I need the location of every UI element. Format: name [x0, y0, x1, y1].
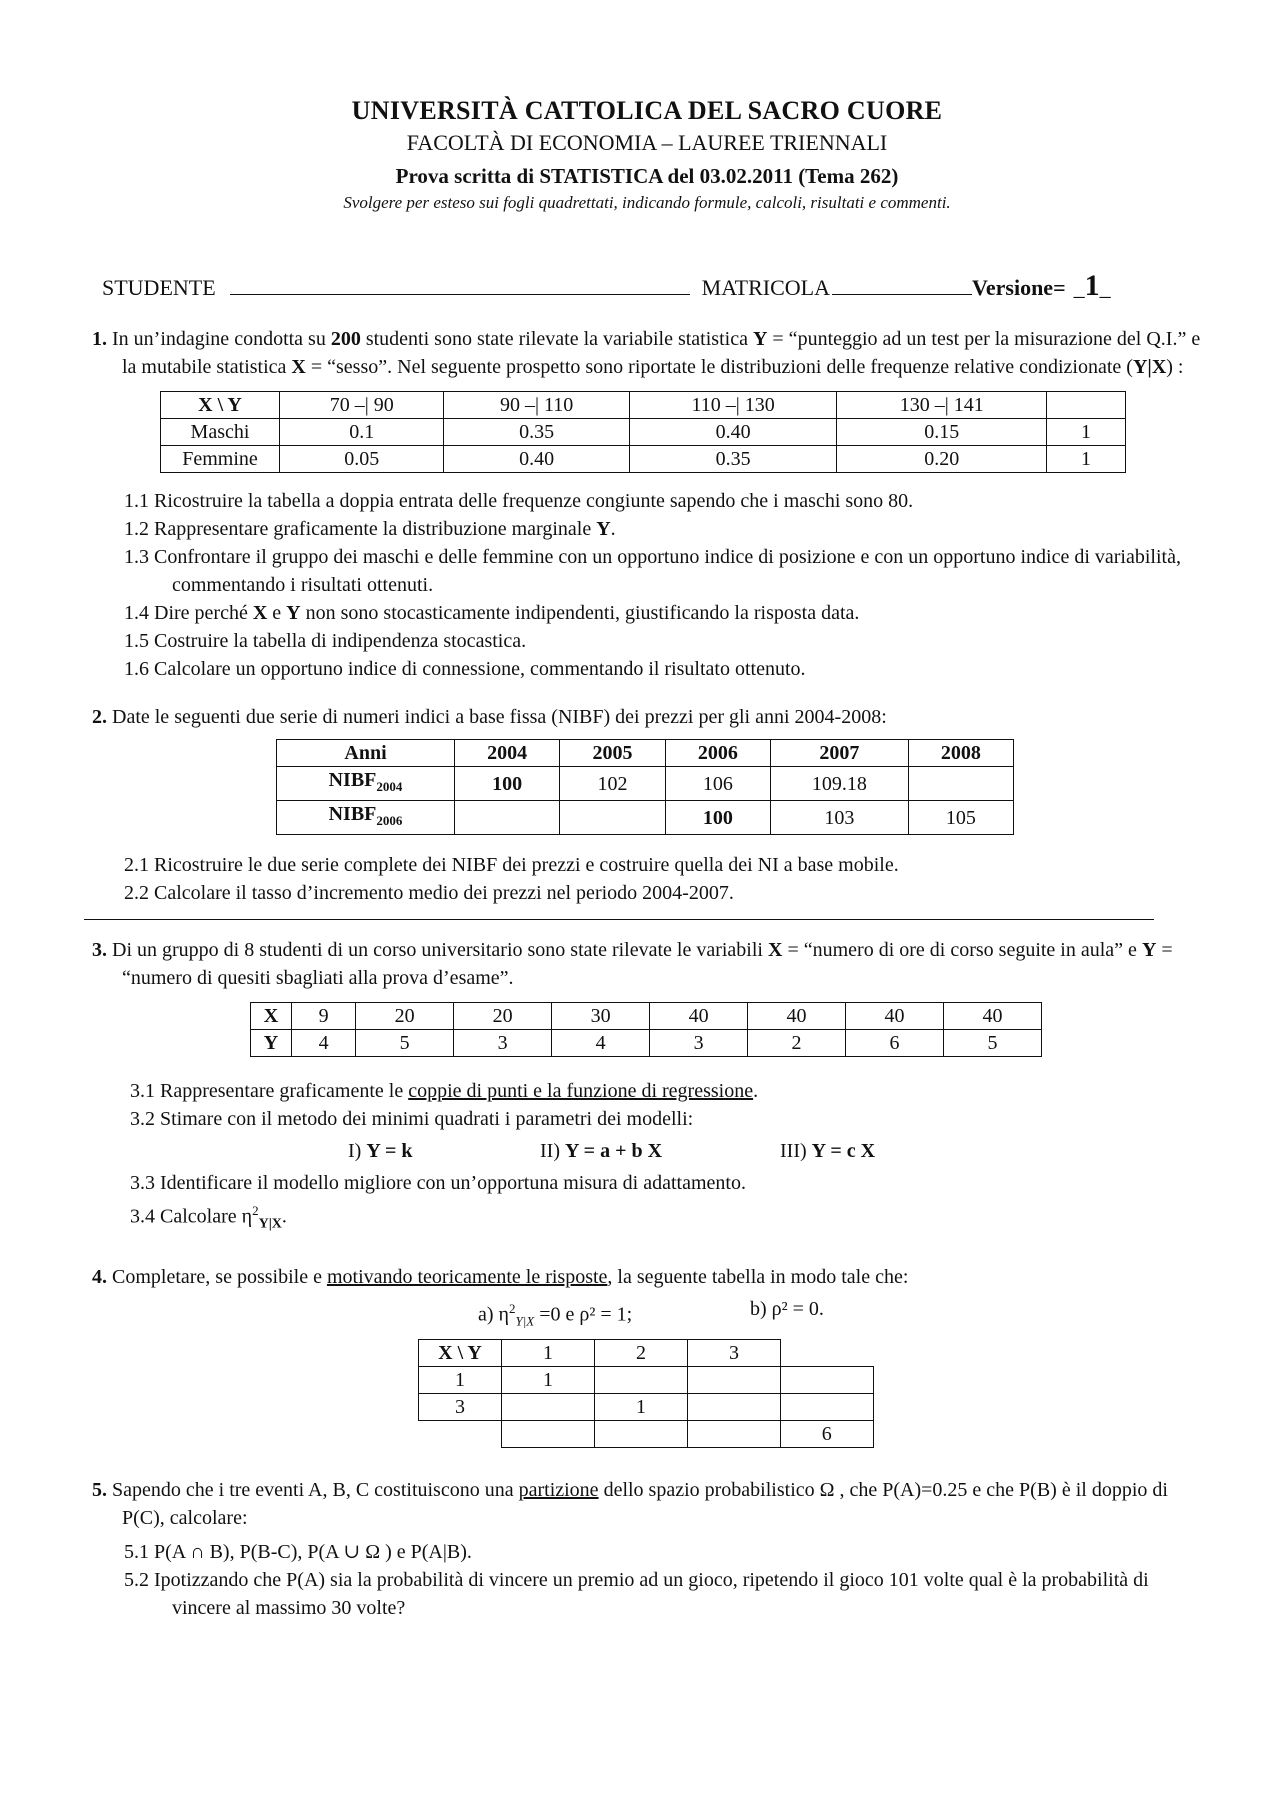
- q3-data-table: [250, 1002, 1042, 1057]
- q3-item-4: [130, 1197, 1202, 1239]
- row-label-text: NIBF: [328, 803, 377, 825]
- version-value: 1: [1084, 269, 1100, 302]
- table-cell: 1: [419, 1367, 502, 1394]
- q4-cond-a-rest: =0 e ρ² = 1;: [534, 1303, 633, 1326]
- table-cell[interactable]: [688, 1421, 781, 1448]
- table-header: [781, 1340, 874, 1367]
- student-label: STUDENTE: [102, 275, 216, 300]
- table-cell: 6: [781, 1421, 874, 1448]
- table-header: 2008: [908, 740, 1013, 767]
- table-cell[interactable]: 1: [595, 1394, 688, 1421]
- question-2: [92, 703, 1202, 731]
- model-1-formula: Y = k: [366, 1140, 413, 1162]
- question-number: 1.: [92, 328, 107, 350]
- q3-item-1: [130, 1077, 1202, 1105]
- row-label: [277, 801, 455, 835]
- table-header: 2005: [560, 740, 665, 767]
- model-3-formula: Y = c X: [811, 1140, 876, 1162]
- q3-item-4-sup: 2: [252, 1203, 259, 1218]
- table-cell: 4: [552, 1030, 650, 1057]
- q3-item-4-end: .: [281, 1205, 287, 1228]
- table-cell: 0.35: [444, 419, 629, 446]
- table-cell: 20: [454, 1003, 552, 1030]
- model-3-label: III): [780, 1140, 812, 1162]
- table-header: Anni: [277, 740, 455, 767]
- table-header: [1047, 392, 1126, 419]
- table-cell: 1: [1047, 419, 1126, 446]
- table-cell: 40: [650, 1003, 748, 1030]
- table-cell: 0.1: [280, 419, 444, 446]
- q3-models: [348, 1137, 1202, 1165]
- table-cell: 103: [771, 801, 909, 835]
- model-3: [780, 1137, 875, 1165]
- table-corner: X \ Y: [419, 1340, 502, 1367]
- model-2-label: II): [540, 1140, 565, 1162]
- q5-item-1: 5.1 P(A ∩ B), P(B-C), P(A ∪ Ω ) e P(A|B).: [124, 1541, 472, 1564]
- table-cell: [908, 767, 1013, 801]
- q3-item-2: 3.2 Stimare con il metodo dei minimi quadrati i parametri dei modelli:: [130, 1108, 694, 1130]
- table-header: 110 –| 130: [629, 392, 837, 419]
- table-cell[interactable]: [595, 1367, 688, 1394]
- q3-text-c: = “numero di quesiti sbagliati alla prova d’esame”.: [122, 939, 1173, 989]
- table-cell: 5: [944, 1030, 1042, 1057]
- q1-item-2-text: 1.2 Rappresentare graficamente la distribuzione marginale: [124, 518, 597, 540]
- row-label-sub: 2004: [376, 779, 403, 794]
- table-cell: 0.15: [837, 419, 1047, 446]
- exam-title: Prova scritta di STATISTICA del 03.02.2011 (Tema 262): [395, 164, 899, 188]
- matricola-blank[interactable]: [832, 293, 972, 295]
- table-row: [277, 801, 1014, 835]
- table-cell[interactable]: 1: [502, 1367, 595, 1394]
- table-cell: 100: [665, 801, 770, 835]
- q4-text-a: Completare, se possibile e: [112, 1265, 327, 1288]
- q4-text-b: , la seguente tabella in modo tale che:: [607, 1265, 909, 1288]
- table-cell: 40: [846, 1003, 944, 1030]
- table-row: [277, 767, 1014, 801]
- table-cell: 102: [560, 767, 665, 801]
- var-x: X: [291, 356, 306, 378]
- table-corner: X \ Y: [161, 392, 280, 419]
- q1-text-e: ) :: [1166, 356, 1184, 378]
- table-cell: 3: [419, 1394, 502, 1421]
- q1-item-3: 1.3 Confrontare il gruppo dei maschi e delle femmine con un opportuno indice di posizione e con un opportuno indice di variabilità, commentando i risultati ottenuti.: [124, 546, 1181, 596]
- q3-item-1-text: 3.1 Rappresentare graficamente le: [130, 1080, 409, 1102]
- model-1-label: I): [348, 1140, 367, 1162]
- table-header: 70 –| 90: [280, 392, 444, 419]
- q2-text: Date le seguenti due serie di numeri indici a base fissa (NIBF) dei prezzi per gli anni 2004-2008:: [112, 706, 887, 728]
- table-row: [419, 1394, 874, 1421]
- exam-page: [92, 96, 1202, 1622]
- university-title: UNIVERSITÀ CATTOLICA DEL SACRO CUORE: [351, 96, 943, 125]
- exam-instructions: Svolgere per esteso sui fogli quadrettati, indicando formule, calcoli, risultati e commenti.: [343, 193, 951, 212]
- q5-text-underlined: partizione: [518, 1479, 599, 1502]
- var-y: Y: [752, 328, 768, 350]
- q1-item-5: 1.5 Costruire la tabella di indipendenza stocastica.: [124, 630, 527, 652]
- q1-item-4: 1.4 Dire perché X e Y non sono stocasticamente indipendenti, giustificando la risposta data.: [124, 602, 860, 624]
- q5-items: [92, 1538, 1202, 1622]
- table-cell[interactable]: [781, 1367, 874, 1394]
- row-label: Femmine: [161, 446, 280, 473]
- table-row: [161, 446, 1126, 473]
- table-cell: 0.40: [629, 419, 837, 446]
- q1-sample-size: 200: [330, 328, 361, 350]
- table-cell: [419, 1421, 502, 1448]
- q2-items: [92, 851, 1202, 907]
- table-cell: 2: [748, 1030, 846, 1057]
- table-cell: 0.20: [837, 446, 1047, 473]
- q5-text-a: Sapendo che i tre eventi A, B, C costituiscono una: [112, 1479, 519, 1502]
- q3-item-1-underlined: coppie di punti e la funzione di regressione: [408, 1080, 754, 1102]
- row-label: Y: [251, 1030, 292, 1057]
- table-cell: 40: [944, 1003, 1042, 1030]
- q4-table: [418, 1339, 874, 1448]
- row-label: [277, 767, 455, 801]
- q1-text-d: = “sesso”. Nel seguente prospetto sono riportate le distribuzioni delle frequenze relative condizionate (: [305, 356, 1133, 378]
- table-cell: 105: [908, 801, 1013, 835]
- table-cell: [455, 801, 560, 835]
- table-cell: 1: [1047, 446, 1126, 473]
- row-label-sub: 2006: [376, 813, 403, 828]
- table-cell: 106: [665, 767, 770, 801]
- q1-text-b: studenti sono state rilevate la variabile statistica: [360, 328, 753, 350]
- table-cell: 0.40: [444, 446, 629, 473]
- table-cell: 3: [650, 1030, 748, 1057]
- q1-item-2: 1.2 Rappresentare graficamente la distribuzione marginale Y.: [124, 518, 616, 540]
- table-cell[interactable]: [502, 1394, 595, 1421]
- table-header: 2: [595, 1340, 688, 1367]
- row-label: X: [251, 1003, 292, 1030]
- table-header: 1: [502, 1340, 595, 1367]
- q3-items: [92, 1077, 1202, 1239]
- q4-text-underlined: motivando teoricamente le risposte: [326, 1265, 608, 1288]
- q1-item-4-rest: non sono stocasticamente indipendenti, giustificando la risposta data.: [300, 602, 860, 624]
- question-number: 4.: [92, 1265, 107, 1288]
- q1-text-c: = “punteggio ad un test per la misurazione del Q.I.” e la mutabile statistica: [122, 328, 1201, 378]
- table-cell: 20: [356, 1003, 454, 1030]
- student-name-blank[interactable]: [230, 293, 690, 295]
- table-row: [419, 1367, 874, 1394]
- table-cell: 100: [455, 767, 560, 801]
- table-cell: 0.05: [280, 446, 444, 473]
- q3-item-4-sub: Y|X: [258, 1216, 282, 1232]
- q1-text-a: In un’indagine condotta su: [112, 328, 331, 350]
- table-cell: [560, 801, 665, 835]
- q3-text-b: = “numero di ore di corso seguite in aula” e: [782, 939, 1142, 961]
- table-cell[interactable]: [502, 1421, 595, 1448]
- var-y-given-x: Y|X: [1132, 356, 1167, 378]
- table-row: [251, 1030, 1042, 1057]
- question-3: 3. Di un gruppo di 8 studenti di un corso universitario sono state rilevate le variabili X = “numero di ore di corso seguite in aula” e Y = “numero di quesiti sbagliati alla prova d’esame”.: [92, 939, 1173, 989]
- divider: [84, 919, 1154, 920]
- table-cell[interactable]: [595, 1421, 688, 1448]
- q3-item-1-end: .: [753, 1080, 759, 1102]
- table-header: 2004: [455, 740, 560, 767]
- table-cell: 30: [552, 1003, 650, 1030]
- q1-items: [92, 487, 1202, 683]
- q4-cond-a-sub: Y|X: [515, 1313, 535, 1329]
- question-number: 5.: [92, 1479, 107, 1502]
- q1-conditional-table: [160, 391, 1126, 473]
- table-header: 90 –| 110: [444, 392, 629, 419]
- model-1: [348, 1137, 540, 1165]
- q1-item-4-text: 1.4 Dire perché: [124, 602, 253, 624]
- table-cell: 40: [748, 1003, 846, 1030]
- table-header: 2006: [665, 740, 770, 767]
- table-cell: 6: [846, 1030, 944, 1057]
- table-header: 2007: [771, 740, 909, 767]
- q4-cond-a-text: a) η: [478, 1303, 509, 1326]
- table-cell[interactable]: [688, 1367, 781, 1394]
- faculty-title: FACOLTÀ DI ECONOMIA – LAUREE TRIENNALI: [406, 130, 888, 155]
- table-header: 3: [688, 1340, 781, 1367]
- question-number: 2.: [92, 706, 107, 728]
- q1-item-6: 1.6 Calcolare un opportuno indice di connessione, commentando il risultato ottenuto.: [124, 658, 806, 680]
- question-1: [92, 325, 1202, 381]
- q3-item-4-text: 3.4 Calcolare η: [130, 1205, 253, 1228]
- table-cell: 4: [292, 1030, 356, 1057]
- row-label-text: NIBF: [328, 769, 377, 791]
- table-header: 130 –| 141: [837, 392, 1047, 419]
- table-row: [161, 419, 1126, 446]
- q4-cond-a-sup: 2: [509, 1300, 516, 1316]
- table-cell: 109.18: [771, 767, 909, 801]
- q2-item-2: 2.2 Calcolare il tasso d’incremento medio dei prezzi nel periodo 2004-2007.: [124, 882, 734, 904]
- q4-condition-b: b) ρ² = 0.: [750, 1297, 824, 1320]
- q5-item-2: 5.2 Ipotizzando che P(A) sia la probabilità di vincere un premio ad un gioco, ripetendo il gioco 101 volte qual è la probabilità di vincere al massimo 30 volte?: [124, 1569, 1149, 1620]
- q2-index-table: [276, 739, 1014, 835]
- question-number: 3.: [92, 939, 107, 961]
- version-label: Versione=: [972, 275, 1066, 300]
- table-cell[interactable]: [781, 1394, 874, 1421]
- table-cell: 5: [356, 1030, 454, 1057]
- matricola-label: MATRICOLA: [701, 275, 830, 300]
- table-row: [251, 1003, 1042, 1030]
- q1-item-1: 1.1 Ricostruire la tabella a doppia entrata delle frequenze congiunte sapendo che i maschi sono 80.: [124, 490, 914, 512]
- row-label: Maschi: [161, 419, 280, 446]
- table-cell: 3: [454, 1030, 552, 1057]
- q3-text-a: Di un gruppo di 8 studenti di un corso universitario sono state rilevate le variabili: [112, 939, 768, 961]
- question-4: [92, 1263, 1202, 1291]
- q4-conditions: [478, 1295, 1202, 1336]
- table-cell: 9: [292, 1003, 356, 1030]
- q5-text-b: dello spazio probabilistico Ω , che P(A)=0.25 e che P(B) è il doppio di P(C), calcolare:: [122, 1479, 1168, 1530]
- table-cell: 0.35: [629, 446, 837, 473]
- model-2: [540, 1137, 780, 1165]
- question-5: [92, 1476, 1202, 1532]
- q4-condition-a: [478, 1295, 750, 1336]
- table-cell[interactable]: [688, 1394, 781, 1421]
- q3-item-3: 3.3 Identificare il modello migliore con un’opportuna misura di adattamento.: [130, 1172, 746, 1194]
- student-info-line: STUDENTE MATRICOLA Versione= _ 1 _: [102, 269, 1111, 302]
- table-row: [419, 1421, 874, 1448]
- q2-item-1: 2.1 Ricostruire le due serie complete dei NIBF dei prezzi e costruire quella dei NI a base mobile.: [124, 854, 899, 876]
- model-2-formula: Y = a + b X: [564, 1140, 663, 1162]
